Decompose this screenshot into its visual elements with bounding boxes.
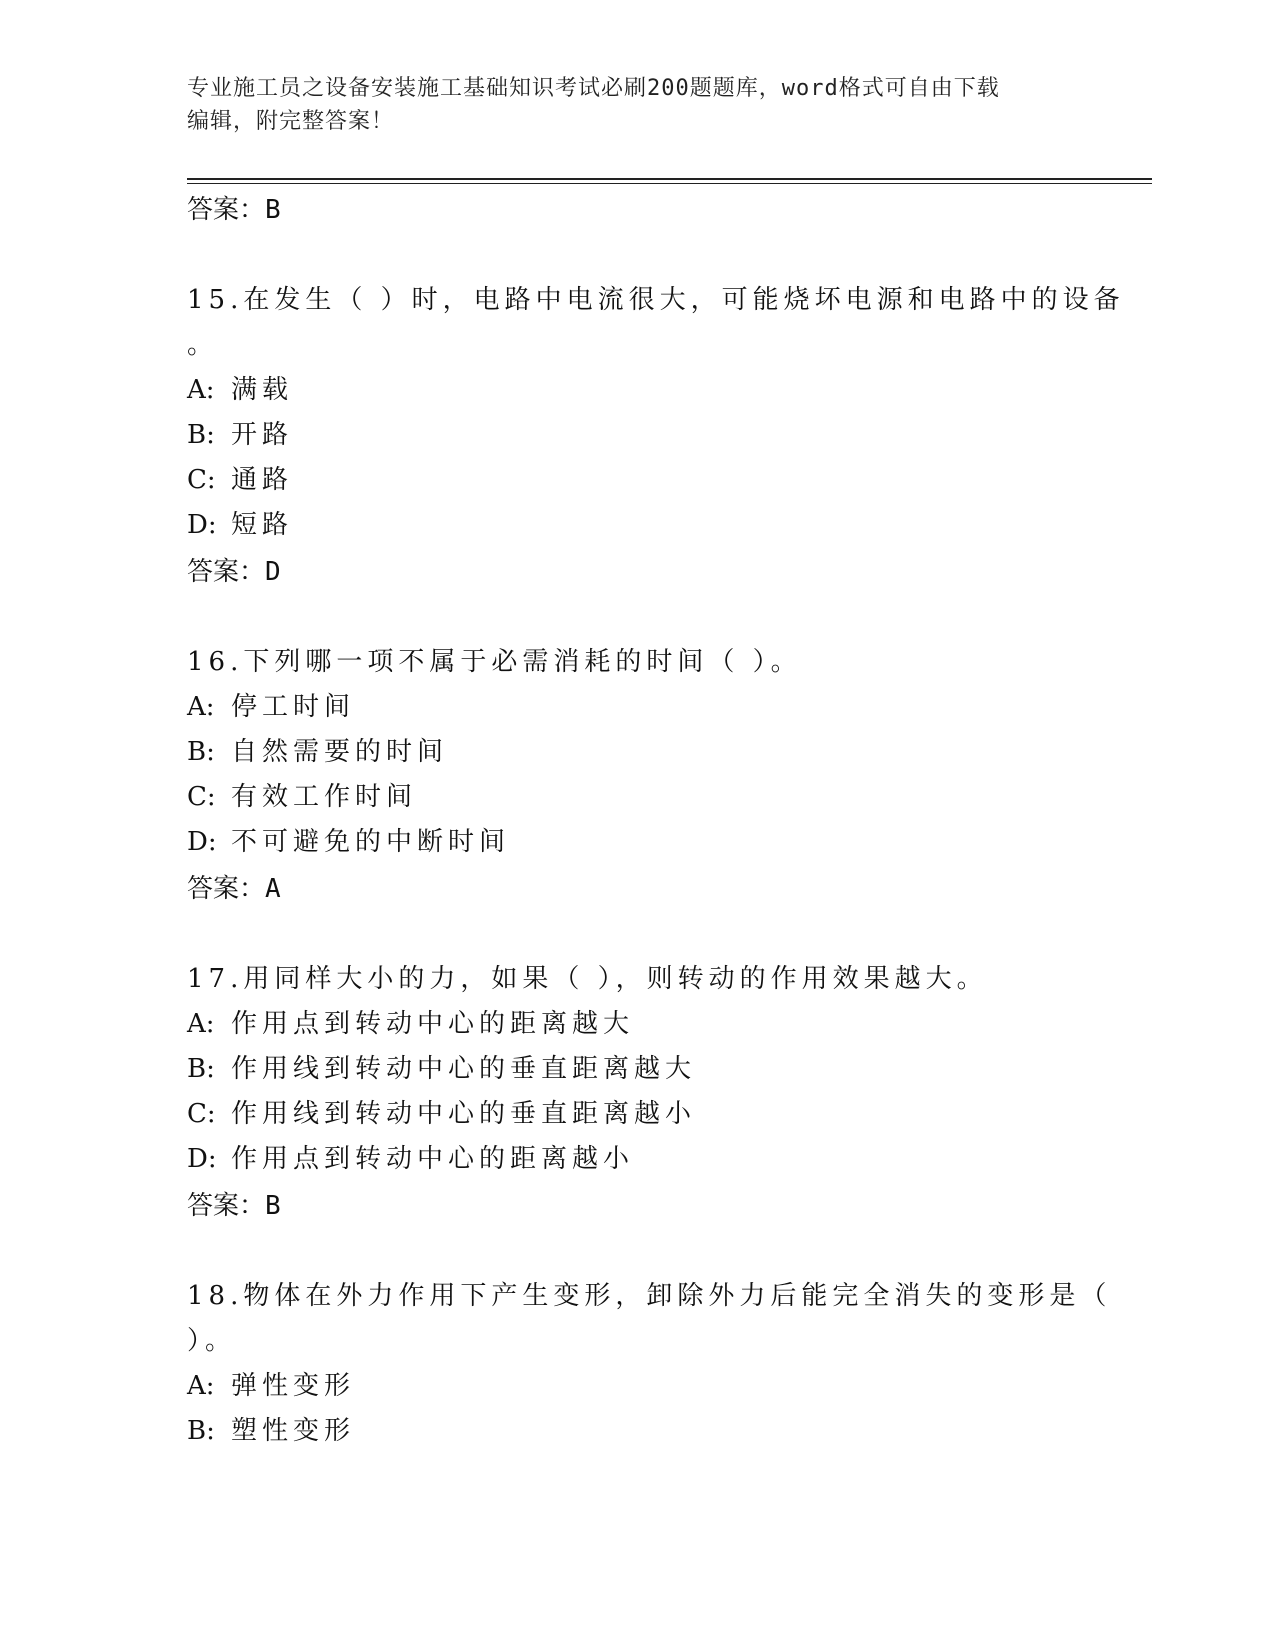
option-letter: C: (187, 1099, 216, 1129)
option-text: 有效工作时间 (231, 782, 418, 812)
option-text: 自然需要的时间 (231, 737, 449, 767)
option-c (187, 1092, 1067, 1137)
question-18 (187, 1274, 1112, 1454)
spacer (187, 596, 1067, 640)
option-letter: B: (187, 420, 215, 450)
spacer (187, 234, 1067, 278)
question-15 (187, 278, 1125, 596)
option-text: 作用线到转动中心的垂直距离越小 (231, 1099, 697, 1129)
option-text: 开路 (231, 420, 294, 450)
option-d (187, 820, 1067, 865)
answer: 答案：B (187, 1191, 281, 1221)
header-rule-thin (187, 183, 1152, 184)
option-c (187, 775, 1067, 820)
question-text: 15.在发生（ ）时，电路中电流很大，可能烧坏电源和电路中的设备 (187, 285, 1125, 315)
option-letter: D: (187, 827, 217, 857)
document-header (187, 72, 1067, 138)
question-list (187, 186, 1125, 1454)
option-letter: C: (187, 465, 216, 495)
previous-answer: 答案：B (187, 195, 281, 225)
question-text-continued: ）。 (187, 1326, 237, 1356)
option-text: 不可避免的中断时间 (231, 827, 511, 857)
option-b (187, 413, 1067, 458)
option-text: 通路 (231, 465, 294, 495)
option-letter: A: (187, 1009, 215, 1039)
option-d (187, 1137, 1067, 1182)
option-b (187, 730, 1067, 775)
option-text: 作用线到转动中心的垂直距离越大 (231, 1054, 697, 1084)
option-letter: C: (187, 782, 216, 812)
option-text: 短路 (231, 510, 294, 540)
question-text: 18.物体在外力作用下产生变形，卸除外力后能完全消失的变形是（ (187, 1281, 1112, 1311)
option-text: 停工时间 (231, 692, 356, 722)
question-text-continued: 。 (187, 330, 219, 360)
option-b (187, 1409, 1067, 1454)
option-a (187, 1364, 1067, 1409)
option-letter: B: (187, 737, 215, 767)
option-c (187, 458, 1067, 503)
header-line-2: 编辑，附完整答案！ (187, 109, 395, 134)
spacer (187, 913, 1067, 957)
answer: 答案：A (187, 874, 281, 904)
question-text: 17.用同样大小的力，如果（ ），则转动的作用效果越大。 (187, 964, 988, 994)
option-text: 作用点到转动中心的距离越小 (231, 1144, 635, 1174)
option-text: 塑性变形 (231, 1416, 356, 1446)
header-rule-thick (187, 178, 1152, 180)
option-a (187, 1002, 1067, 1047)
option-d (187, 503, 1067, 548)
option-letter: D: (187, 1144, 217, 1174)
option-letter: A: (187, 375, 215, 405)
option-b (187, 1047, 1067, 1092)
option-letter: B: (187, 1416, 215, 1446)
option-a (187, 368, 1067, 413)
option-text: 满载 (231, 375, 294, 405)
question-17 (187, 957, 1067, 1230)
option-letter: B: (187, 1054, 215, 1084)
spacer (187, 1230, 1067, 1274)
option-text: 弹性变形 (231, 1371, 356, 1401)
option-text: 作用点到转动中心的距离越大 (231, 1009, 635, 1039)
question-text: 16.下列哪一项不属于必需消耗的时间（ ）。 (187, 647, 802, 677)
option-letter: A: (187, 692, 215, 722)
answer: 答案：D (187, 557, 281, 587)
header-line-1: 专业施工员之设备安装施工基础知识考试必刷200题题库，word格式可自由下载 (187, 76, 1000, 101)
option-a (187, 685, 1067, 730)
option-letter: A: (187, 1371, 215, 1401)
option-letter: D: (187, 510, 217, 540)
question-16 (187, 640, 1067, 913)
